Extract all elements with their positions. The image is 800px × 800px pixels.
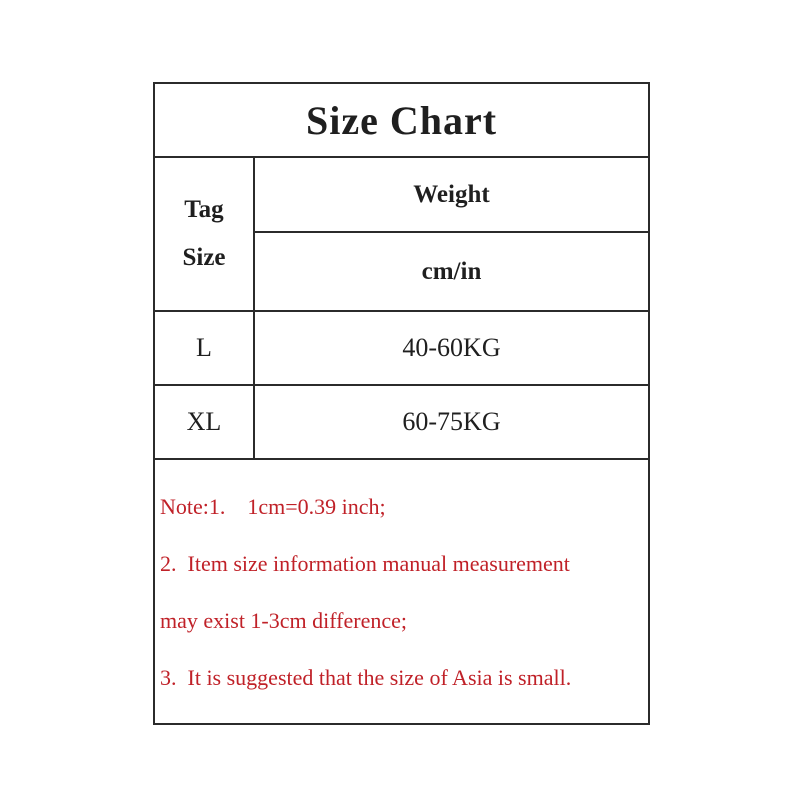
- size-chart-table: [153, 82, 650, 725]
- table-row: [155, 312, 648, 386]
- notes-section: [155, 460, 648, 723]
- table-row: [155, 386, 648, 460]
- header-weight-cell: Weight: [255, 158, 648, 233]
- header-cmin-cell: cm/in: [421, 257, 482, 285]
- header-tag-label: Tag: [184, 196, 224, 223]
- size-value-l: L: [155, 312, 255, 384]
- note-line-1: Note:1. 1cm=0.39 inch;: [160, 494, 386, 519]
- header-size-label: Size: [182, 244, 226, 271]
- size-value-xl: XL: [155, 386, 255, 458]
- header-right-column: [255, 158, 648, 310]
- weight-value-xl: 60-75KG: [402, 407, 501, 436]
- table-header: [155, 158, 648, 312]
- note-line-2: 2. Item size information manual measurement: [160, 551, 570, 576]
- table-title: Size Chart: [155, 84, 648, 158]
- header-tag-size-cell: [155, 158, 255, 310]
- note-line-3: may exist 1-3cm difference;: [160, 608, 407, 633]
- note-line-4: 3. It is suggested that the size of Asia is small.: [160, 665, 572, 690]
- weight-value-l: 40-60KG: [402, 333, 501, 362]
